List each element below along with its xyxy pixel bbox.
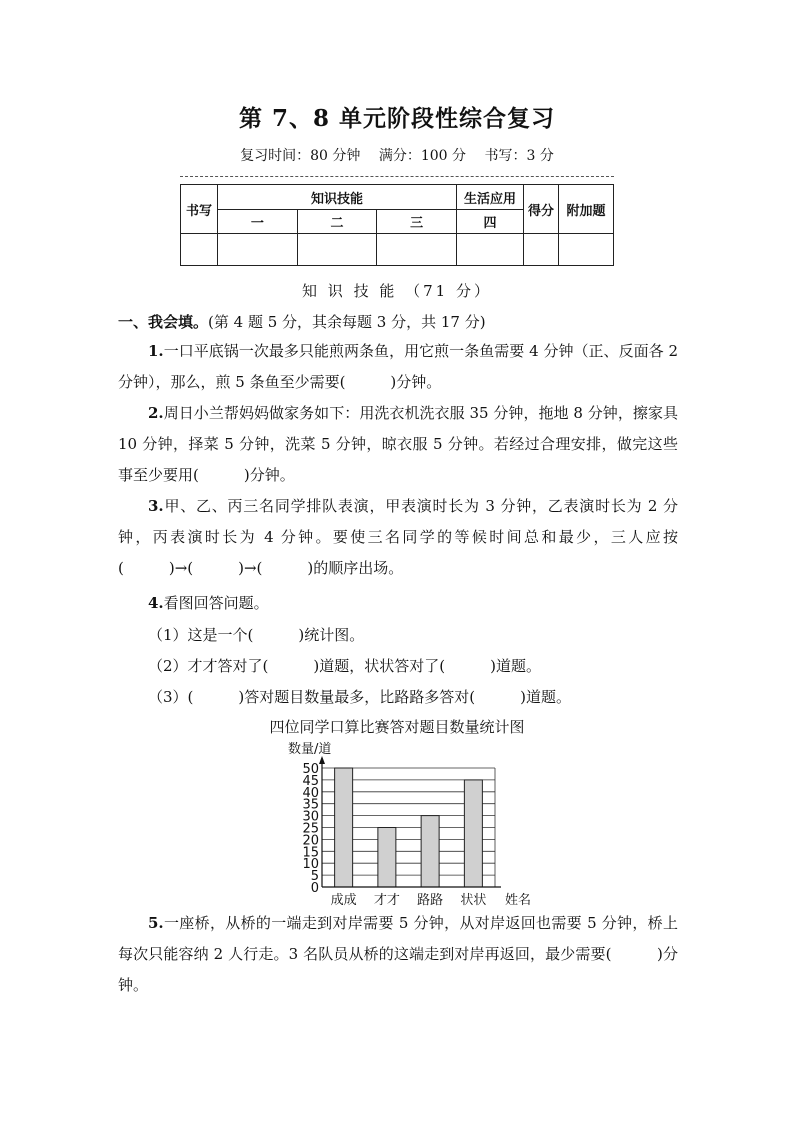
y-tick-label: 30 (302, 809, 319, 825)
exam-writing-score: 书写：3 分 (484, 148, 554, 164)
page-title: 第 7、8 单元阶段性综合复习 (238, 105, 556, 132)
score-col-2: 二 (297, 210, 377, 234)
question-4-sub-3: （3）( )答对题目数量最多，比路路多答对( )道题。 (148, 688, 571, 706)
question-text: 周日小兰帮妈妈做家务如下：用洗衣机洗衣服 35 分钟，拖地 8 分钟，擦家具 10 分钟，择菜 5 分钟，洗菜 5 分钟，晾衣服 5 分钟。若经过合理安排，做完这些事至少要用( )分钟。 (118, 404, 678, 484)
score-table (180, 184, 614, 266)
question-text: 一座桥，从桥的一端走到对岸需要 5 分钟，从对岸返回也需要 5 分钟，桥上每次只能容纳 2 人行走。3 名队员从桥的这端走到对岸再返回，最少需要( )分钟。 (118, 914, 678, 994)
y-axis-label: 数量/道 (288, 742, 332, 757)
question-2 (118, 398, 678, 491)
part-heading (118, 311, 486, 332)
score-col-4: 四 (457, 210, 524, 234)
x-tick-label: 成成 (330, 893, 357, 908)
question-4-sub-1: （1）这是一个( )统计图。 (148, 626, 365, 644)
bar (378, 828, 396, 888)
question-number: 5. (148, 914, 164, 932)
question-4 (148, 592, 269, 613)
y-tick-label: 20 (302, 833, 319, 849)
x-tick-label: 路路 (417, 893, 444, 908)
y-tick-label: 25 (302, 821, 319, 837)
x-axis-label: 姓名 (505, 893, 532, 908)
y-tick-label: 5 (310, 869, 319, 885)
score-cell (377, 234, 457, 266)
score-col-1: 一 (218, 210, 298, 234)
y-tick-label: 35 (302, 797, 319, 813)
question-5 (118, 908, 678, 1001)
exam-info (0, 145, 794, 165)
bar (335, 768, 353, 887)
x-tick-label: 状状 (460, 893, 487, 908)
x-tick-label: 才才 (373, 893, 400, 908)
y-axis-arrow (319, 756, 325, 764)
score-cell (457, 234, 524, 266)
bar (464, 780, 482, 887)
y-tick-label: 15 (302, 845, 319, 861)
question-4-sub-2: （2）才才答对了( )道题，状状答对了( )道题。 (148, 657, 541, 675)
score-cell (559, 234, 614, 266)
y-tick-label: 45 (302, 773, 319, 789)
exam-time: 复习时间：80 分钟 (240, 148, 361, 164)
bar (421, 816, 439, 887)
question-number: 1. (148, 342, 164, 360)
chart-title: 四位同学口算比赛答对题目数量统计图 (269, 718, 525, 736)
question-text: 看图回答问题。 (163, 594, 269, 612)
score-cell (218, 234, 298, 266)
question-number: 4. (148, 594, 164, 612)
score-col-3: 三 (377, 210, 457, 234)
question-1 (118, 336, 678, 398)
question-number: 3. (148, 497, 164, 515)
y-tick-label: 50 (302, 762, 319, 777)
y-tick-label: 0 (310, 881, 319, 896)
score-header-bonus: 附加题 (559, 185, 614, 234)
score-cell (181, 234, 218, 266)
bar-chart (280, 738, 550, 910)
exam-full-score: 满分：100 分 (378, 148, 467, 164)
dashed-divider (180, 176, 614, 177)
question-3 (118, 491, 678, 584)
y-tick-label: 40 (302, 785, 319, 801)
section-title: 知 识 技 能 （71 分） (302, 282, 492, 300)
score-header-writing: 书写 (181, 185, 218, 234)
question-text: 一口平底锅一次最多只能煎两条鱼，用它煎一条鱼需要 4 分钟（正、反面各 2 分钟），那么，煎 5 条鱼至少需要( )分钟。 (118, 342, 678, 391)
part-heading-note: (第 4 题 5 分，其余每题 3 分，共 17 分) (208, 313, 486, 331)
score-header-score: 得分 (524, 185, 559, 234)
y-tick-label: 10 (302, 857, 319, 873)
score-header-knowledge: 知识技能 (218, 185, 457, 210)
score-cell (524, 234, 559, 266)
part-heading-label: 一、我会填。 (118, 313, 209, 331)
question-number: 2. (148, 404, 164, 422)
score-header-life: 生活应用 (457, 185, 524, 210)
score-cell (297, 234, 377, 266)
question-text: 甲、乙、丙三名同学排队表演，甲表演时长为 3 分钟，乙表演时长为 2 分钟，丙表演时长为 4 分钟。要使三名同学的等候时间总和最少，三人应按( )→( )→( )的顺序出场。 (118, 497, 678, 577)
